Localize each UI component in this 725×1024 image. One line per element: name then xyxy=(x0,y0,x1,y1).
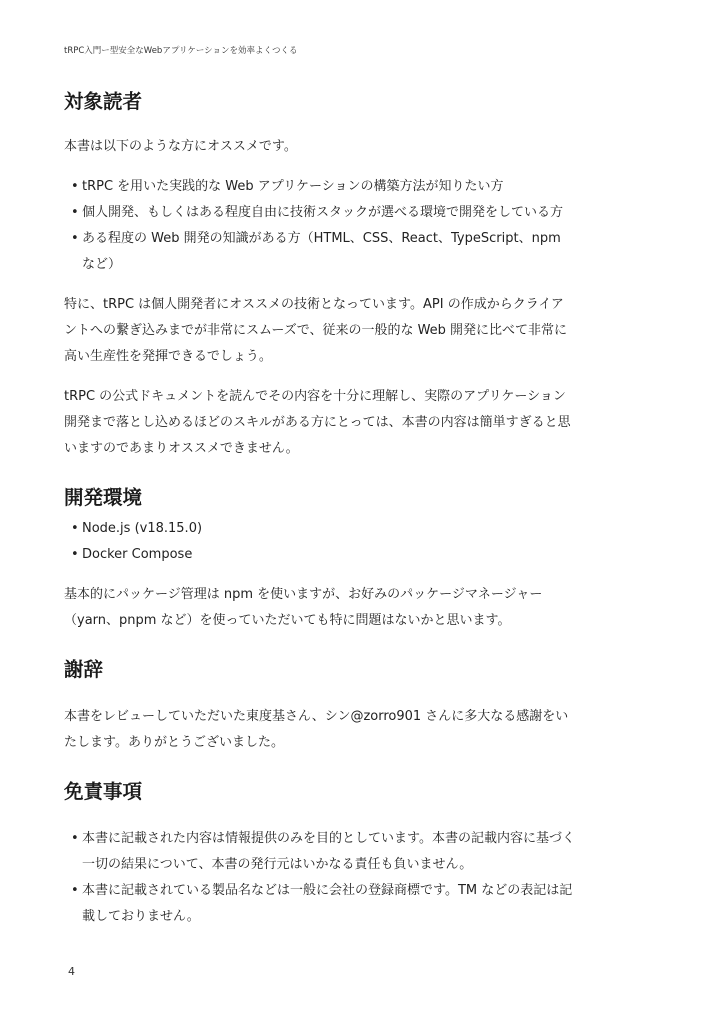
running-header: tRPC入門ー型安全なWebアプリケーションを効率よくつくる xyxy=(64,46,298,56)
list-item: • Node.js (v18.15.0) xyxy=(64,516,624,542)
audience-heading: 対象読者 xyxy=(64,90,143,113)
environment-paragraph: 基本的にパッケージ管理は npm を使いますが、お好みのパッケージマネージャー （yarn、pnpm など）を使っていただいても特に問題はないかと思います。 xyxy=(64,587,543,628)
disclaimer-heading: 免責事項 xyxy=(64,780,143,803)
audience-paragraph-1: 特に、tRPC は個人開発者にオススメの技術となっています。API の作成からクライア ントへの繋ぎ込みまでが非常にスムーズで、従来の一般的な Web 開発に比べて非常に 高い生産性を発揮できるでしょう。 xyxy=(64,297,568,364)
page-content xyxy=(64,86,624,930)
list-item: • 本書に記載されている製品名などは一般に会社の登録商標です。TM などの表記は記 載しておりません。 xyxy=(64,878,624,930)
list-item: • 本書に記載された内容は情報提供のみを目的としています。本書の記載内容に基づく 一切の結果について、本書の発行元はいかなる責任も負いません。 xyxy=(64,826,624,878)
page-number: 4 xyxy=(68,965,75,978)
audience-paragraph-2: tRPC の公式ドキュメントを読んでその内容を十分に理解し、実際のアプリケーション 開発まで落とし込めるほどのスキルがある方にとっては、本書の内容は簡単すぎると思 いますのであまりオススメできません。 xyxy=(64,389,571,456)
thanks-heading: 謝辞 xyxy=(64,658,104,681)
list-item: • ある程度の Web 開発の知識がある方（HTML、CSS、React、TypeScript、npm など） xyxy=(64,226,624,278)
disclaimer-list xyxy=(64,826,624,930)
environment-heading: 開発環境 xyxy=(64,486,143,509)
audience-list xyxy=(64,174,624,278)
environment-list xyxy=(64,516,624,568)
thanks-paragraph: 本書をレビューしていただいた東度基さん、シン@zorro901 さんに多大なる感謝をい たします。ありがとうございました。 xyxy=(64,709,569,750)
list-item: • 個人開発、もしくはある程度自由に技術スタックが選べる環境で開発をしている方 xyxy=(64,200,624,226)
audience-intro: 本書は以下のような方にオススメです。 xyxy=(64,139,297,154)
list-item: • Docker Compose xyxy=(64,542,624,568)
list-item: • tRPC を用いた実践的な Web アプリケーションの構築方法が知りたい方 xyxy=(64,174,624,200)
